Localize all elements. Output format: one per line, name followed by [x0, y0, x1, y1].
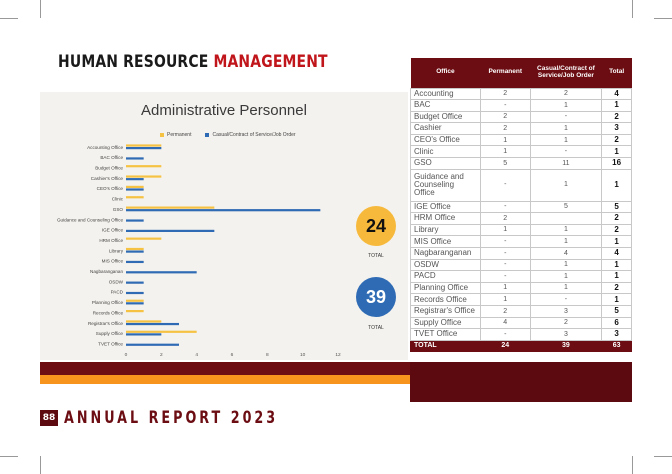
category-label: Records Office — [92, 310, 123, 316]
category-label: Cashier's Office — [90, 175, 123, 181]
table-row — [411, 213, 632, 225]
x-tick-label: 12 — [335, 353, 341, 358]
bar-casual — [126, 147, 161, 149]
cell-permanent: - — [480, 236, 530, 248]
cell-casual: 1 — [530, 259, 602, 271]
heading-part1: HUMAN RESOURCE — [58, 52, 209, 72]
cell-casual: 11 — [530, 158, 602, 170]
cell-total: 2 — [602, 213, 632, 225]
table-row — [411, 259, 632, 271]
bar-casual — [126, 302, 144, 304]
x-tick-label: 2 — [159, 353, 163, 358]
cell-casual: 1 — [530, 282, 602, 294]
cell-permanent: 2 — [480, 306, 530, 318]
legend-casual-label: Casual/Contract of Service/Job Order — [212, 132, 296, 138]
cell-casual: 1 — [530, 134, 602, 146]
cell-total: 1 — [602, 294, 632, 306]
category-label: IGE Office — [101, 227, 123, 233]
bar-casual — [126, 292, 144, 294]
cell-office: Accounting — [411, 88, 481, 100]
cell-casual: 2 — [530, 317, 602, 329]
cell-permanent: - — [480, 271, 530, 283]
category-label: Accounting Office — [87, 144, 123, 150]
cell-casual: 1 — [530, 271, 602, 283]
cell-office: Registrar's Office — [411, 306, 481, 318]
category-label: Guidance and Counseling Office — [56, 217, 123, 223]
total-casual: 39 — [530, 340, 602, 352]
col-total: Total — [602, 58, 632, 88]
table-total-row — [411, 340, 632, 352]
total-grand: 63 — [602, 340, 632, 352]
crop-mark — [40, 456, 41, 474]
bar-permanent — [126, 186, 144, 188]
table-row — [411, 111, 632, 123]
table-row — [411, 100, 632, 112]
cell-casual: - — [530, 111, 602, 123]
cell-casual: 2 — [530, 88, 602, 100]
category-label: Library — [108, 248, 123, 254]
col-office: Office — [411, 58, 481, 88]
x-tick-label: 6 — [230, 353, 234, 358]
bar-casual — [126, 251, 144, 253]
heading-part2: MANAGEMENT — [213, 52, 328, 72]
chart-title: Administrative Personnel — [141, 102, 307, 119]
category-label: Registrar's Office — [87, 320, 123, 326]
cell-permanent: 1 — [480, 294, 530, 306]
bar-permanent — [126, 165, 161, 167]
bar-permanent — [126, 175, 161, 177]
table-row — [411, 329, 632, 341]
bar-casual — [126, 271, 197, 273]
cell-total: 2 — [602, 111, 632, 123]
bar-casual — [126, 209, 320, 211]
crop-mark — [654, 18, 672, 19]
cell-office: OSDW — [411, 259, 481, 271]
legend-permanent-label: Permanent — [167, 132, 192, 138]
permanent-total-label: TOTAL — [368, 253, 384, 259]
crop-mark — [0, 456, 18, 457]
bar-casual — [126, 219, 144, 221]
permanent-total-value: 24 — [365, 215, 387, 236]
cell-total: 1 — [602, 169, 632, 201]
col-permanent: Permanent — [480, 58, 530, 88]
category-label: GSO — [112, 206, 123, 212]
x-tick-label: 10 — [299, 353, 306, 358]
cell-total: 1 — [602, 146, 632, 158]
cell-total: 5 — [602, 306, 632, 318]
cell-total: 3 — [602, 329, 632, 341]
cell-total: 1 — [602, 271, 632, 283]
cell-total: 2 — [602, 224, 632, 236]
crop-mark — [40, 0, 41, 18]
bar-chart — [40, 92, 408, 360]
category-label: Supply Office — [95, 331, 123, 337]
table-row — [411, 224, 632, 236]
table-row — [411, 294, 632, 306]
cell-casual: 3 — [530, 306, 602, 318]
casual-total-circle — [356, 277, 396, 317]
cell-office: Planning Office — [411, 282, 481, 294]
table-row — [411, 282, 632, 294]
cell-total: 6 — [602, 317, 632, 329]
crop-mark — [632, 456, 633, 474]
decor-stripe-gold — [40, 375, 410, 384]
cell-office: CEO's Office — [411, 134, 481, 146]
casual-total-value: 39 — [365, 286, 387, 307]
cell-casual: 1 — [530, 123, 602, 135]
table-row — [411, 201, 632, 213]
cell-office: GSO — [411, 158, 481, 170]
category-label: OSDW — [108, 279, 123, 285]
category-label: Clinic — [111, 196, 123, 202]
cell-casual: 1 — [530, 224, 602, 236]
cell-permanent: 1 — [480, 146, 530, 158]
cell-office: Guidance and Counseling Office — [411, 169, 481, 201]
bar-permanent — [126, 144, 161, 146]
permanent-total-circle — [356, 206, 396, 246]
decor-stripe-wine — [410, 362, 632, 402]
category-label: TVET Office — [98, 341, 123, 347]
cell-permanent: 5 — [480, 158, 530, 170]
cell-total: 2 — [602, 282, 632, 294]
bar-permanent — [126, 207, 214, 209]
cell-total: 5 — [602, 201, 632, 213]
cell-permanent: 1 — [480, 224, 530, 236]
bar-casual — [126, 230, 214, 232]
category-label: Nagbaranganan — [90, 269, 123, 274]
total-label: TOTAL — [411, 340, 481, 352]
bar-permanent — [126, 238, 161, 240]
cell-total: 1 — [602, 236, 632, 248]
table-row — [411, 306, 632, 318]
cell-permanent: 2 — [480, 111, 530, 123]
category-label: CEO's Office — [96, 186, 123, 192]
cell-permanent: 4 — [480, 317, 530, 329]
bar-casual — [126, 261, 144, 263]
table-row — [411, 134, 632, 146]
bar-permanent — [126, 248, 144, 250]
cell-permanent: - — [480, 259, 530, 271]
footer-title: ANNUAL REPORT 2023 — [64, 408, 279, 428]
page-number: 88 — [40, 410, 58, 426]
cell-casual — [530, 213, 602, 225]
cell-total: 1 — [602, 100, 632, 112]
cell-office: Nagbaranganan — [411, 248, 481, 260]
cell-office: Cashier — [411, 123, 481, 135]
cell-office: BAC — [411, 100, 481, 112]
table-row — [411, 317, 632, 329]
cell-casual: 5 — [530, 201, 602, 213]
table-row — [411, 271, 632, 283]
bar-casual — [126, 323, 179, 325]
cell-total: 1 — [602, 259, 632, 271]
cell-office: MIS Office — [411, 236, 481, 248]
cell-office: Records Office — [411, 294, 481, 306]
cell-office: Library — [411, 224, 481, 236]
chart-panel — [40, 92, 408, 360]
table-row — [411, 236, 632, 248]
table-row — [411, 88, 632, 100]
cell-casual: 3 — [530, 329, 602, 341]
cell-office: TVET Office — [411, 329, 481, 341]
table-row — [411, 248, 632, 260]
cell-permanent: 1 — [480, 134, 530, 146]
x-tick-label: 8 — [265, 353, 269, 358]
bar-casual — [126, 178, 144, 180]
cell-permanent: - — [480, 100, 530, 112]
cell-casual: 1 — [530, 100, 602, 112]
bar-permanent — [126, 196, 144, 198]
cell-total: 2 — [602, 134, 632, 146]
page-heading — [58, 52, 328, 72]
personnel-table — [410, 58, 632, 352]
cell-permanent: - — [480, 169, 530, 201]
bar-permanent — [126, 310, 144, 312]
col-casual: Casual/Contract of Service/Job Order — [530, 58, 602, 88]
crop-mark — [654, 456, 672, 457]
bar-casual — [126, 157, 144, 159]
cell-office: Supply Office — [411, 317, 481, 329]
cell-total: 4 — [602, 248, 632, 260]
bar-permanent — [126, 320, 161, 322]
cell-permanent: 2 — [480, 123, 530, 135]
cell-office: HRM Office — [411, 213, 481, 225]
decor-stripe-dark — [40, 362, 410, 375]
bar-casual — [126, 282, 144, 284]
category-label: HRM Office — [99, 237, 123, 243]
cell-casual: 1 — [530, 236, 602, 248]
cell-office: PACD — [411, 271, 481, 283]
cell-permanent: 1 — [480, 282, 530, 294]
cell-casual: 1 — [530, 169, 602, 201]
cell-total: 16 — [602, 158, 632, 170]
x-tick-label: 0 — [124, 353, 128, 358]
cell-permanent: - — [480, 248, 530, 260]
x-tick-label: 4 — [195, 353, 199, 358]
bar-casual — [126, 344, 179, 346]
category-label: PACD — [110, 289, 123, 295]
table-header-row — [411, 58, 632, 88]
cell-casual: 4 — [530, 248, 602, 260]
cell-office: IGE Office — [411, 201, 481, 213]
crop-mark — [0, 18, 18, 19]
bar-permanent — [126, 331, 197, 333]
casual-total-label: TOTAL — [368, 325, 384, 331]
cell-casual: - — [530, 294, 602, 306]
cell-permanent: 2 — [480, 213, 530, 225]
cell-total: 3 — [602, 123, 632, 135]
category-label: Planning Office — [91, 300, 123, 306]
category-label: Budget Office — [95, 165, 123, 171]
bar-casual — [126, 188, 144, 190]
cell-office: Budget Office — [411, 111, 481, 123]
crop-mark — [632, 0, 633, 18]
table-row — [411, 158, 632, 170]
cell-permanent: - — [480, 329, 530, 341]
cell-casual: - — [530, 146, 602, 158]
category-label: BAC Office — [100, 155, 123, 161]
table-row — [411, 146, 632, 158]
table-row — [411, 169, 632, 201]
bar-permanent — [126, 300, 144, 302]
cell-total: 4 — [602, 88, 632, 100]
bar-casual — [126, 333, 161, 335]
cell-office: Clinic — [411, 146, 481, 158]
cell-permanent: - — [480, 201, 530, 213]
cell-permanent: 2 — [480, 88, 530, 100]
table-row — [411, 123, 632, 135]
category-label: MIS Office — [101, 258, 123, 264]
total-permanent: 24 — [480, 340, 530, 352]
